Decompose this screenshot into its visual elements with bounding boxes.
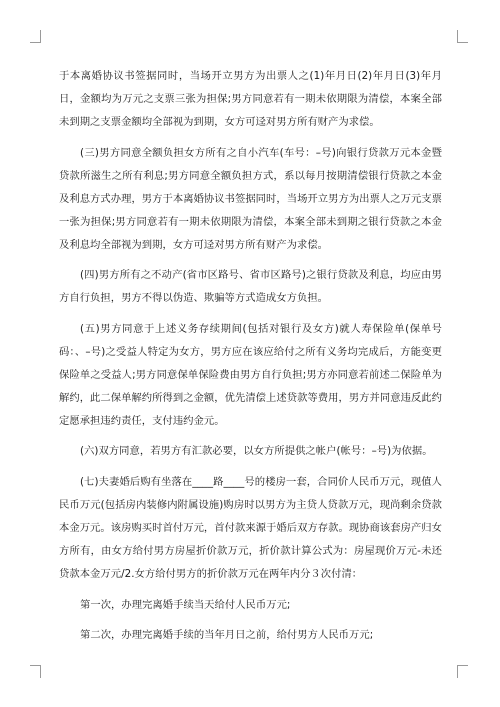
crop-mark-bottom-left: [30, 665, 41, 678]
paragraph-check-guarantee: 于本离婚协议书签据同时，当场开立男方为出票人之(1)年月日(2)年月日(3)年月日，金额均为万元之支票三张为担保;男方同意若有一期未依期限为清偿，本案全部未到期之支票金额均全部视为到期，女方可迳对男方所有财产为求偿。: [59, 70, 442, 128]
paragraph-property-loan: (四)男方所有之不动产(省市区路号、省市区路号)之银行贷款及利息，均应由男方自行负担，男方不得以伪造、欺骗等方式造成女方负担。: [59, 269, 442, 305]
paragraph-car-loan: (三)男方同意全额负担女方所有之自小汽车(车号：–号)向银行贷款万元本金暨贷款所滋生之所有利息;男方同意全额负担方式，系以每月按期清偿银行贷款之本金及利息方式办理，男方于本离婚协议书签据同时，当场开立男方为出票人之万元支票一张为担保;男方同意若有一期未依期限为清偿，本案全部未到期之银行贷款之本金及利息均全部视为到期，女方可迳对男方所有财产为求偿。: [59, 146, 442, 251]
document-body: [59, 65, 442, 655]
crop-mark-top-right: [457, 30, 468, 43]
crop-mark-top-left: [30, 30, 41, 43]
paragraph-first-payment: 第一次，办理完离婚手续当天给付人民币万元;: [80, 598, 291, 611]
crop-mark-bottom-right: [457, 665, 468, 678]
paragraph-remittance-account: (六)双方同意，若男方有汇款必要，以女方所提供之帐户(帐号：–号)为依据。: [80, 445, 433, 458]
paragraph-insurance: (五)男方同意于上述义务存续期间(包括对银行及女方)就人寿保险单(保单号码：、–号)之受益人特定为女方，男方应在该应给付之所有义务均完成后，方能变更保险单之受益人;男方同意保单保险费由男方自行负担;男方亦同意若前述二保险单为解约，此二保单解约所得到之金额，优先清偿上述贷款等费用，男方并同意违反此约定愿承担违约责任，支付违约金元。: [59, 322, 442, 427]
paragraph-house: (七)夫妻婚后购有坐落在____路____号的楼房一套，合同价人民币万元，现值人民币万元(包括房内装修内附属设施)购房时以男方为主贷人贷款万元，现尚剩余贷款本金万元。该房购买时首付万元，首付款来源于婚后双方存款。现协商该套房产归女方所有，由女方给付男方房屋折价款万元，折价款计算公式为：房屋现价万元-未还贷款本金万元/2.女方给付男方的折价款万元在两年内分３次付清：: [59, 475, 442, 580]
paragraph-second-payment: 第二次，办理完离婚手续的当年月日之前，给付男方人民币万元;: [80, 629, 374, 642]
